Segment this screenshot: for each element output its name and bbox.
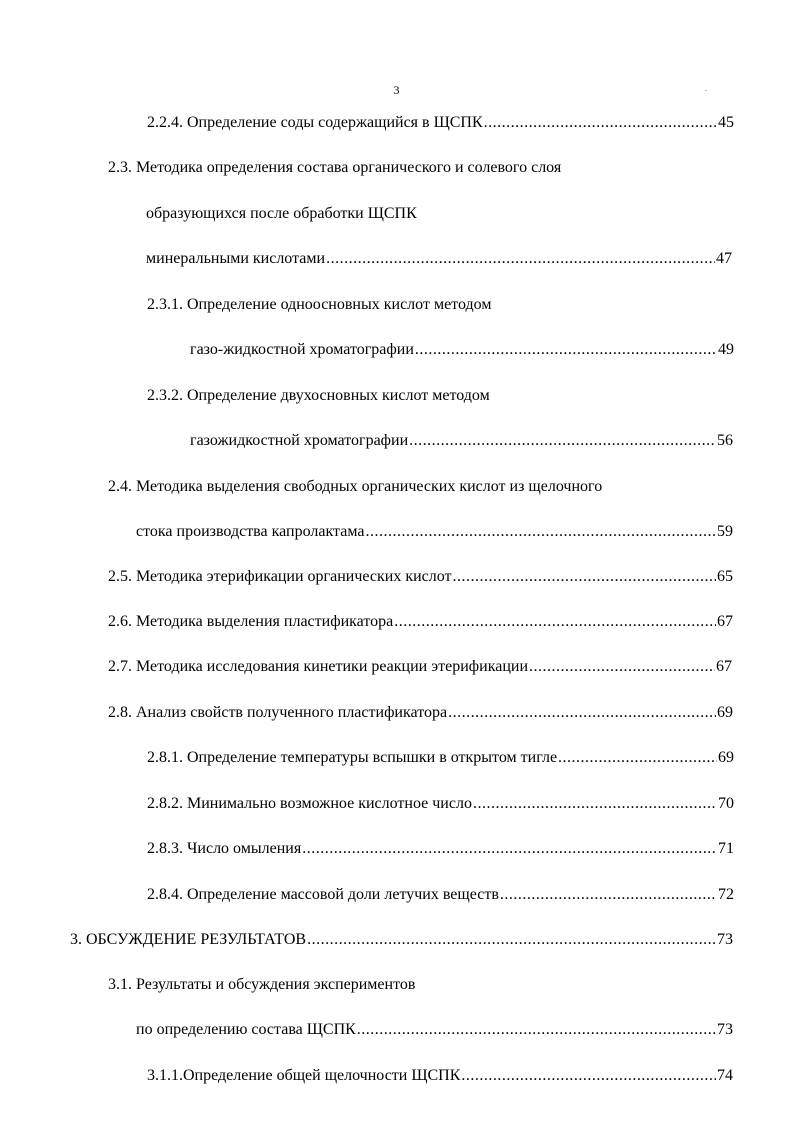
toc-entry-page: 67 (716, 658, 732, 675)
toc-entry-title: 2.3.1. Определение одноосновных кислот методом (147, 296, 492, 313)
toc-entry-page: 45 (718, 114, 734, 131)
toc-entry-title: 2.8.2. Минимально возможное кислотное число (147, 795, 472, 812)
toc-entry-title: 3.1. Результаты и обсуждения экспериментов (108, 976, 416, 993)
toc-entry[interactable] (108, 476, 602, 498)
toc-entry-title: 2.2.4. Определение соды содержащийся в ЩСПК (147, 114, 483, 131)
toc-entry[interactable] (147, 112, 734, 134)
toc-entry-title: 2.8.3. Число омыления (147, 840, 302, 857)
toc-entry-continuation[interactable] (146, 203, 417, 225)
toc-entry[interactable] (147, 294, 491, 316)
toc-entry-page: 67 (717, 613, 733, 630)
toc-entry[interactable] (108, 702, 733, 724)
toc-entry[interactable] (108, 611, 733, 633)
toc-entry-title: 3. ОБСУЖДЕНИЕ РЕЗУЛЬТАТОВ (70, 931, 307, 948)
toc-entry-title: минеральными кислотами (146, 250, 326, 267)
toc-entry[interactable] (147, 884, 734, 906)
toc-entry[interactable] (108, 974, 415, 996)
toc-entry-page: 73 (717, 1021, 733, 1038)
toc-entry-title: газо-жидкостной хроматографии (190, 341, 414, 358)
toc-entry-title: стока производства капролактама (136, 523, 365, 540)
toc-chapter[interactable] (70, 929, 733, 951)
toc-entry-page: 70 (718, 795, 734, 812)
toc-entry-page: 59 (717, 523, 733, 540)
dot-leader (357, 1019, 716, 1041)
toc-entry-continuation[interactable] (190, 339, 734, 361)
dot-leader (453, 566, 716, 588)
dot-leader (326, 248, 715, 270)
toc-entry-page: 72 (718, 886, 734, 903)
toc-entry-title: 2.8.4. Определение массовой доли летучих веществ (147, 886, 499, 903)
toc-entry-title: 2.4. Методика выделения свободных органических кислот из щелочного (108, 478, 603, 495)
toc-entry-continuation[interactable] (190, 430, 733, 452)
dot-leader (302, 838, 717, 860)
toc-entry-page: 56 (717, 432, 733, 449)
dot-leader (558, 747, 717, 769)
toc-entry-page: 49 (718, 341, 734, 358)
dot-leader (461, 1065, 716, 1087)
dot-leader (529, 656, 715, 678)
toc-entry-title: по определению состава ЩСПК (136, 1021, 356, 1038)
toc-entry-page: 71 (718, 840, 734, 857)
toc-entry[interactable] (108, 157, 561, 179)
toc-entry-title: 2.8.1. Определение температуры вспышки в открытом тигле (147, 749, 558, 766)
toc-entry-page: 69 (717, 704, 733, 721)
toc-entry-page: 65 (717, 568, 733, 585)
toc-entry-title: 2.5. Методика этерификации органических кислот (108, 568, 452, 585)
toc-entry-title: 2.3. Методика определения состава органического и солевого слоя (108, 159, 562, 176)
dot-leader (500, 884, 717, 906)
toc-entry-title: 2.3.2. Определение двухосновных кислот методом (147, 387, 490, 404)
dot-leader (473, 793, 717, 815)
dot-leader (409, 430, 716, 452)
toc-entry-page: 69 (718, 749, 734, 766)
toc-entry-page: 74 (717, 1067, 733, 1084)
toc-entry[interactable] (147, 1065, 733, 1087)
toc-entry[interactable] (147, 385, 490, 407)
dot-leader (365, 521, 716, 543)
dot-leader (394, 611, 716, 633)
toc-entry[interactable] (147, 793, 734, 815)
toc-entry-title: газожидкостной хроматографии (190, 432, 409, 449)
toc-entry-title: 2.6. Методика выделения пластификатора (108, 613, 394, 630)
toc-entry[interactable] (147, 838, 734, 860)
toc-entry[interactable] (108, 656, 732, 678)
toc-entry-title: 2.7. Методика исследования кинетики реакции этерификации (108, 658, 529, 675)
toc-entry-continuation[interactable] (146, 248, 732, 270)
toc-entry[interactable] (147, 747, 734, 769)
dot-leader (415, 339, 717, 361)
toc-entry-continuation[interactable] (136, 521, 733, 543)
dot-leader (448, 702, 716, 724)
toc-entry-title: 2.8. Анализ свойств полученного пластификатора (108, 704, 448, 721)
toc-entry-page: 73 (717, 931, 733, 948)
toc-entry-page: 47 (716, 250, 732, 267)
toc-entry-title: образующихся после обработки ЩСПК (146, 205, 417, 222)
toc-entry-continuation[interactable] (136, 1019, 733, 1041)
toc-entry-title: 3.1.1.Определение общей щелочности ЩСПК (147, 1067, 461, 1084)
page-number: 3 (393, 83, 400, 97)
toc-entry[interactable] (108, 566, 733, 588)
dot-leader (307, 929, 716, 951)
dot-leader (484, 112, 717, 134)
